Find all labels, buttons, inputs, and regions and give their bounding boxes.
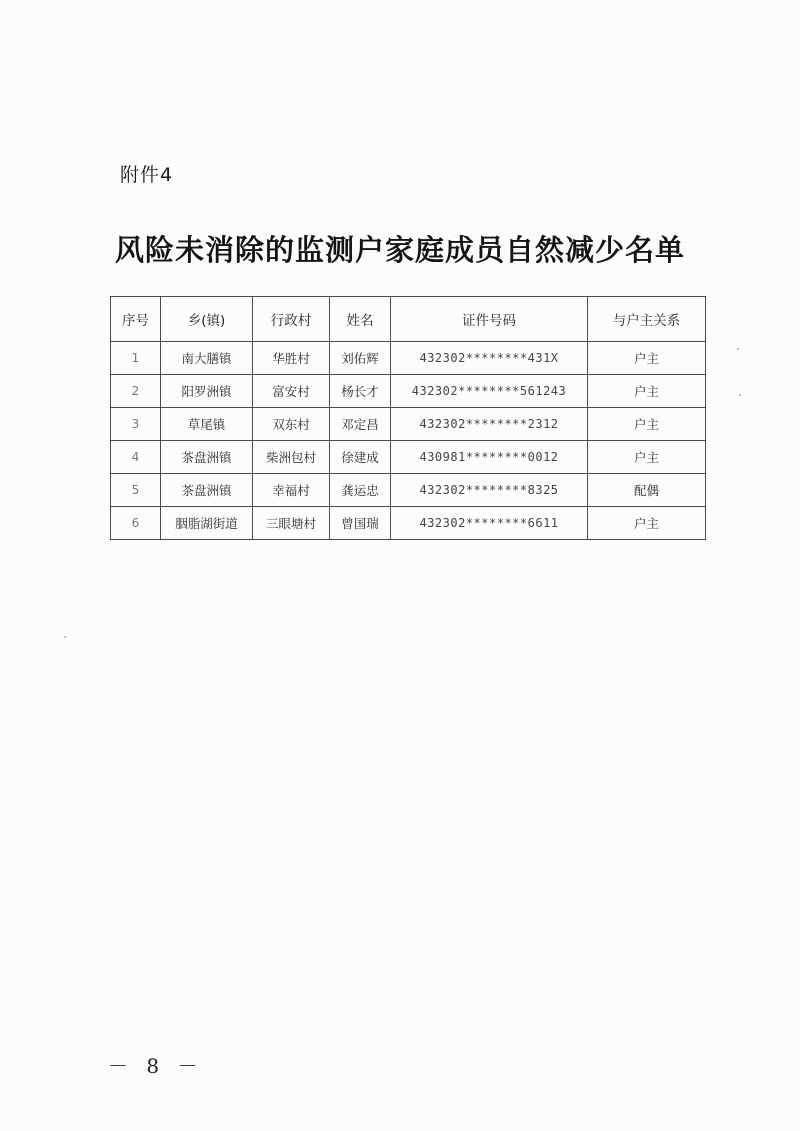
cell-seq: 1 <box>111 342 161 375</box>
cell-town: 南大膳镇 <box>161 342 253 375</box>
cell-seq: 6 <box>111 507 161 540</box>
table-row <box>111 507 706 540</box>
cell-relation: 户主 <box>588 375 706 408</box>
cell-seq: 3 <box>111 408 161 441</box>
cell-village: 富安村 <box>253 375 330 408</box>
cell-relation: 户主 <box>588 441 706 474</box>
document-title: 风险未消除的监测户家庭成员自然减少名单 <box>114 233 685 267</box>
header-village: 行政村 <box>253 297 330 342</box>
cell-village: 双东村 <box>253 408 330 441</box>
header-relation: 与户主关系 <box>588 297 706 342</box>
cell-village: 幸福村 <box>253 474 330 507</box>
cell-id-number: 430981********0012 <box>391 441 588 474</box>
cell-village: 柴洲包村 <box>253 441 330 474</box>
cell-id-number: 432302********8325 <box>391 474 588 507</box>
cell-name: 杨长才 <box>330 375 391 408</box>
cell-name: 曾国瑞 <box>330 507 391 540</box>
cell-town: 草尾镇 <box>161 408 253 441</box>
scan-speck <box>737 348 739 350</box>
cell-id-number: 432302********6611 <box>391 507 588 540</box>
header-name: 姓名 <box>330 297 391 342</box>
header-id-number: 证件号码 <box>391 297 588 342</box>
cell-name: 邓定昌 <box>330 408 391 441</box>
table-row <box>111 408 706 441</box>
cell-town: 阳罗洲镇 <box>161 375 253 408</box>
header-seq: 序号 <box>111 297 161 342</box>
table-header-row <box>111 297 706 342</box>
cell-name: 龚运忠 <box>330 474 391 507</box>
page-number: － 8 － <box>108 1054 204 1078</box>
table-row <box>111 342 706 375</box>
cell-relation: 户主 <box>588 408 706 441</box>
table-row <box>111 474 706 507</box>
cell-id-number: 432302********2312 <box>391 408 588 441</box>
cell-name: 徐建成 <box>330 441 391 474</box>
cell-name: 刘佑辉 <box>330 342 391 375</box>
member-table <box>110 296 706 540</box>
cell-relation: 户主 <box>588 507 706 540</box>
table-row <box>111 375 706 408</box>
header-town: 乡(镇) <box>161 297 253 342</box>
scan-speck <box>739 394 741 396</box>
cell-seq: 5 <box>111 474 161 507</box>
cell-id-number: 432302********561243 <box>391 375 588 408</box>
cell-relation: 配偶 <box>588 474 706 507</box>
cell-village: 三眼塘村 <box>253 507 330 540</box>
attachment-label: 附件4 <box>120 164 174 186</box>
cell-town: 茶盘洲镇 <box>161 474 253 507</box>
cell-seq: 2 <box>111 375 161 408</box>
cell-id-number: 432302********431X <box>391 342 588 375</box>
table-row <box>111 441 706 474</box>
scan-speck <box>64 636 66 638</box>
cell-seq: 4 <box>111 441 161 474</box>
cell-village: 华胜村 <box>253 342 330 375</box>
cell-town: 胭脂湖街道 <box>161 507 253 540</box>
cell-town: 茶盘洲镇 <box>161 441 253 474</box>
cell-relation: 户主 <box>588 342 706 375</box>
